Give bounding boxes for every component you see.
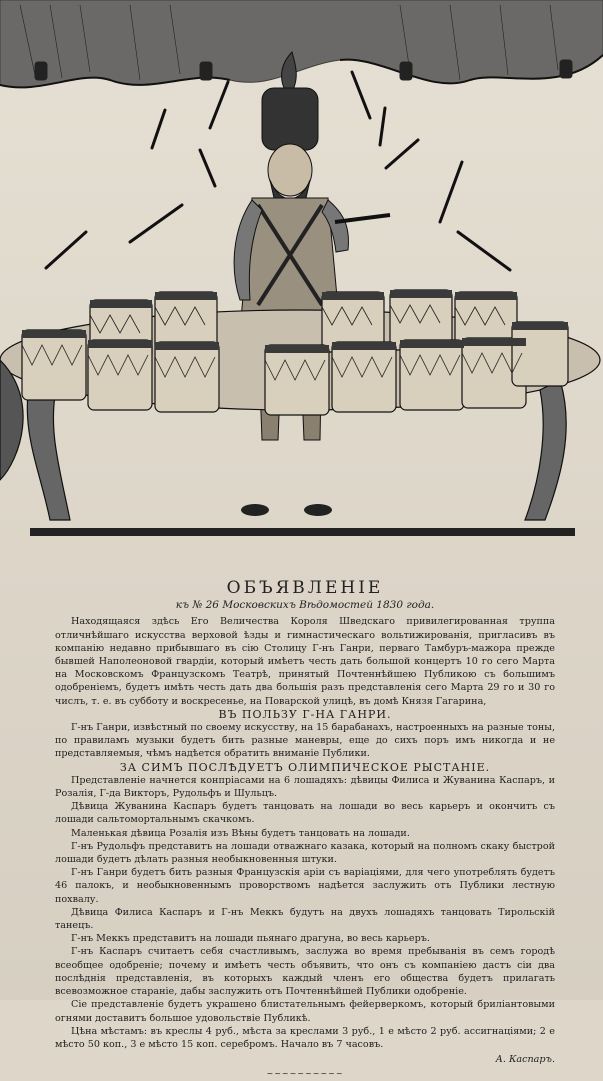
paragraph-drums: Г-нъ Ганри, извѣстный по своему искусству, на 15 барабанахъ, настроенныхъ на разные тоны, по правиламъ музыки будетъ бить разные маневры, еще до сихъ поръ имъ никогда и не представляемыя, чѣмъ надѣется обратить вниманіе Публики. — [55, 722, 555, 760]
announcement-subtitle: къ № 26 Московскихъ Вѣдомостей 1830 года. — [175, 599, 435, 612]
signature-row — [55, 1053, 555, 1066]
signature: А. Каспаръ. — [495, 1054, 555, 1066]
paragraph-fireworks: Сіе представленіе будетъ украшено блистательнымъ фейерверкомъ, который бриліантовыми огнями доставитъ большое удовольствіе Публикѣ. — [55, 999, 555, 1024]
paragraph-intro: Находящаяся здѣсь Его Величества Короля Шведскаго привилегированная труппа отличнѣйшаго искусства верховой ѣзды и гимнастическаго вольтижированія, пригласивъ въ компанію недавно прибывшаго въ сію Столицу Г-нъ Ганри, перваго Тамбуръ-мажора прежде бывшей Наполеоновой гвардіи, который имѣетъ честь дать большой концертъ 10 го сего Марта на Московскомъ Французскомъ Театрѣ, принятый Почтеннѣйшею Публикою съ большимъ одобреніемъ, будетъ имѣть честь дать два большія разъ представленія сего Марта 29 го и 30 го числъ, т. е. въ субботу и воскресенье, на Поварской улицѣ, въ домѣ Князя Гагарина, — [55, 616, 555, 707]
announcement-title: ОБЪЯВЛЕНIЕ — [226, 578, 384, 598]
paragraph-henri: Г-нъ Ганри будетъ бить разныя Французскія аріи съ варіаціями, для чего употреблять будетъ 46 палокъ, и необыкновеннымъ проворствомъ надѣется заслужить отъ Публики лестную похвалу. — [55, 867, 555, 905]
paragraph-rosalia: Маленькая дѣвица Розалія изъ Вѣны будетъ танцовать на лошади. — [71, 827, 410, 839]
paragraph-rudolf: Г-нъ Рудольфъ представитъ на лошади отважнаго казака, который на полномъ скаку быстрой лошади будетъ дѣлать разныя необыкновенныя штуки. — [55, 840, 555, 866]
paragraph-olympic-heading: ЗА СИМЪ ПОСЛѢДУЕТЪ ОЛИМПИЧЕСКОЕ РЫСТАНIЕ. — [119, 760, 491, 774]
engraving-base — [30, 504, 575, 536]
closing-ornament: ~~~~~~~~~~ — [266, 1069, 344, 1079]
paragraph-meck: Г-нъ Меккъ представитъ на лошади пьянаго драгуна, во весь карьеръ. — [71, 933, 430, 945]
paragraph-juvanina: Дѣвица Жуванина Каспаръ будетъ танцовать на лошади во весь карьеръ и окончитъ съ лошади сальтомортальнымъ скачкомъ. — [55, 801, 555, 826]
stage-curtain — [0, 0, 603, 87]
paragraph-benefit-heading: ВЪ ПОЛЬЗУ Г-НА ГАНРИ. — [218, 707, 392, 721]
announcement-text — [55, 560, 555, 1081]
paragraph-kaspar: Г-нъ Каспаръ считаетъ себя счастливымъ, заслужа во время пребыванія въ семъ городѣ всеобщее одобреніе; почему и имѣетъ честь объявить, что онъ съ компаніею дастъ сіи два послѣднія представленія, въ которыхъ каждый членъ его общества будетъ прилагать всевозможное стараніе, дабы заслужить отъ Почтеннѣйшей Публики одобреніе. — [55, 946, 555, 998]
paragraph-prices: Цѣна мѣстамъ: въ креслы 4 руб., мѣста за креслами 3 руб., 1 е мѣсто 2 руб. ассигнаціями; 2 е мѣсто 50 коп., 3 е мѣсто 15 коп. серебромъ. Начало въ 7 часовъ. — [55, 1025, 555, 1050]
paragraph-opening: Представленіе начнется конпріасами на 6 лошадяхъ: дѣвицы Филиса и Жуванина Каспаръ, и Розалія, Г-да Викторъ, Рудольфъ и Шульцъ. — [55, 774, 555, 800]
paragraph-tyrolean: Дѣвица Филиса Каспаръ и Г-нъ Меккъ будутъ на двухъ лошадяхъ танцовать Тирольскій танецъ. — [55, 906, 555, 932]
